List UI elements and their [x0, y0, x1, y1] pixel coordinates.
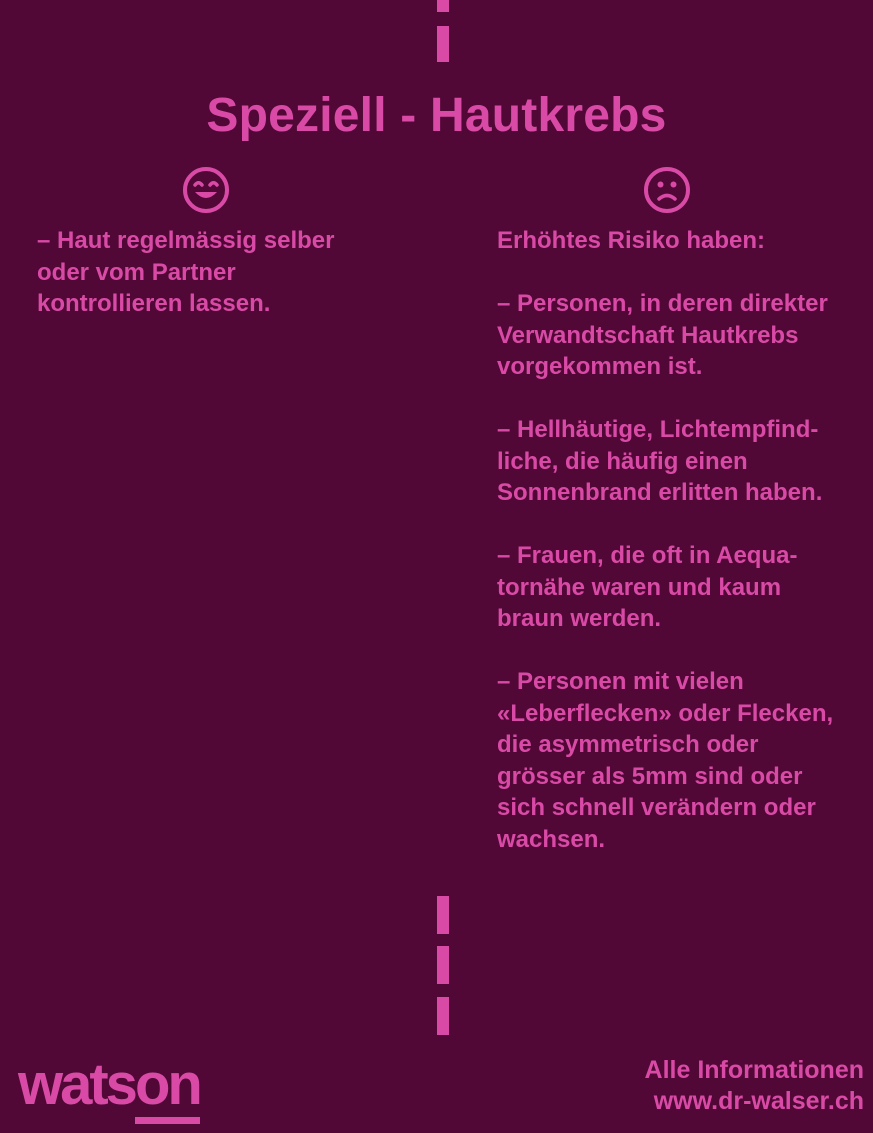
right-column: [497, 225, 867, 855]
divider-dash: [437, 946, 449, 984]
risk-paragraph: – Hellhäutige, Lichtempfind- liche, die häufig einen Sonnenbrand erlitten haben.: [497, 416, 823, 506]
divider-dash: [437, 26, 449, 62]
watson-logo: [18, 1052, 200, 1118]
left-column: [37, 225, 437, 320]
smiling-face-icon: [182, 166, 230, 214]
divider-dash: [437, 896, 449, 934]
risk-paragraph: – Personen, in deren direkter Verwandtschaft Hautkrebs vorgekommen ist.: [497, 290, 828, 380]
divider-dash: [437, 997, 449, 1035]
risk-paragraph: – Frauen, die oft in Aequa- tornähe waren und kaum braun werden.: [497, 542, 798, 632]
footer-url: www.dr-walser.ch: [653, 1087, 864, 1115]
risk-heading: Erhöhtes Risiko haben:: [497, 227, 766, 254]
footer-line: Alle Informationen: [644, 1056, 864, 1084]
risk-paragraph: – Personen mit vielen «Leberflecken» oder Flecken, die asymmetrisch oder grösser als 5mm sind oder sich schnell verändern oder wachsen.: [497, 668, 834, 853]
frowning-face-icon: [643, 166, 691, 214]
page-title: Speziell - Hautkrebs: [206, 89, 667, 142]
advice-paragraph: – Haut regelmässig selber oder vom Partner kontrollieren lassen.: [37, 227, 335, 317]
divider-dash: [437, 0, 449, 12]
logo-text: wats: [18, 1052, 135, 1117]
logo-text-underlined: on: [135, 1052, 200, 1124]
footer-info: [645, 1055, 864, 1117]
